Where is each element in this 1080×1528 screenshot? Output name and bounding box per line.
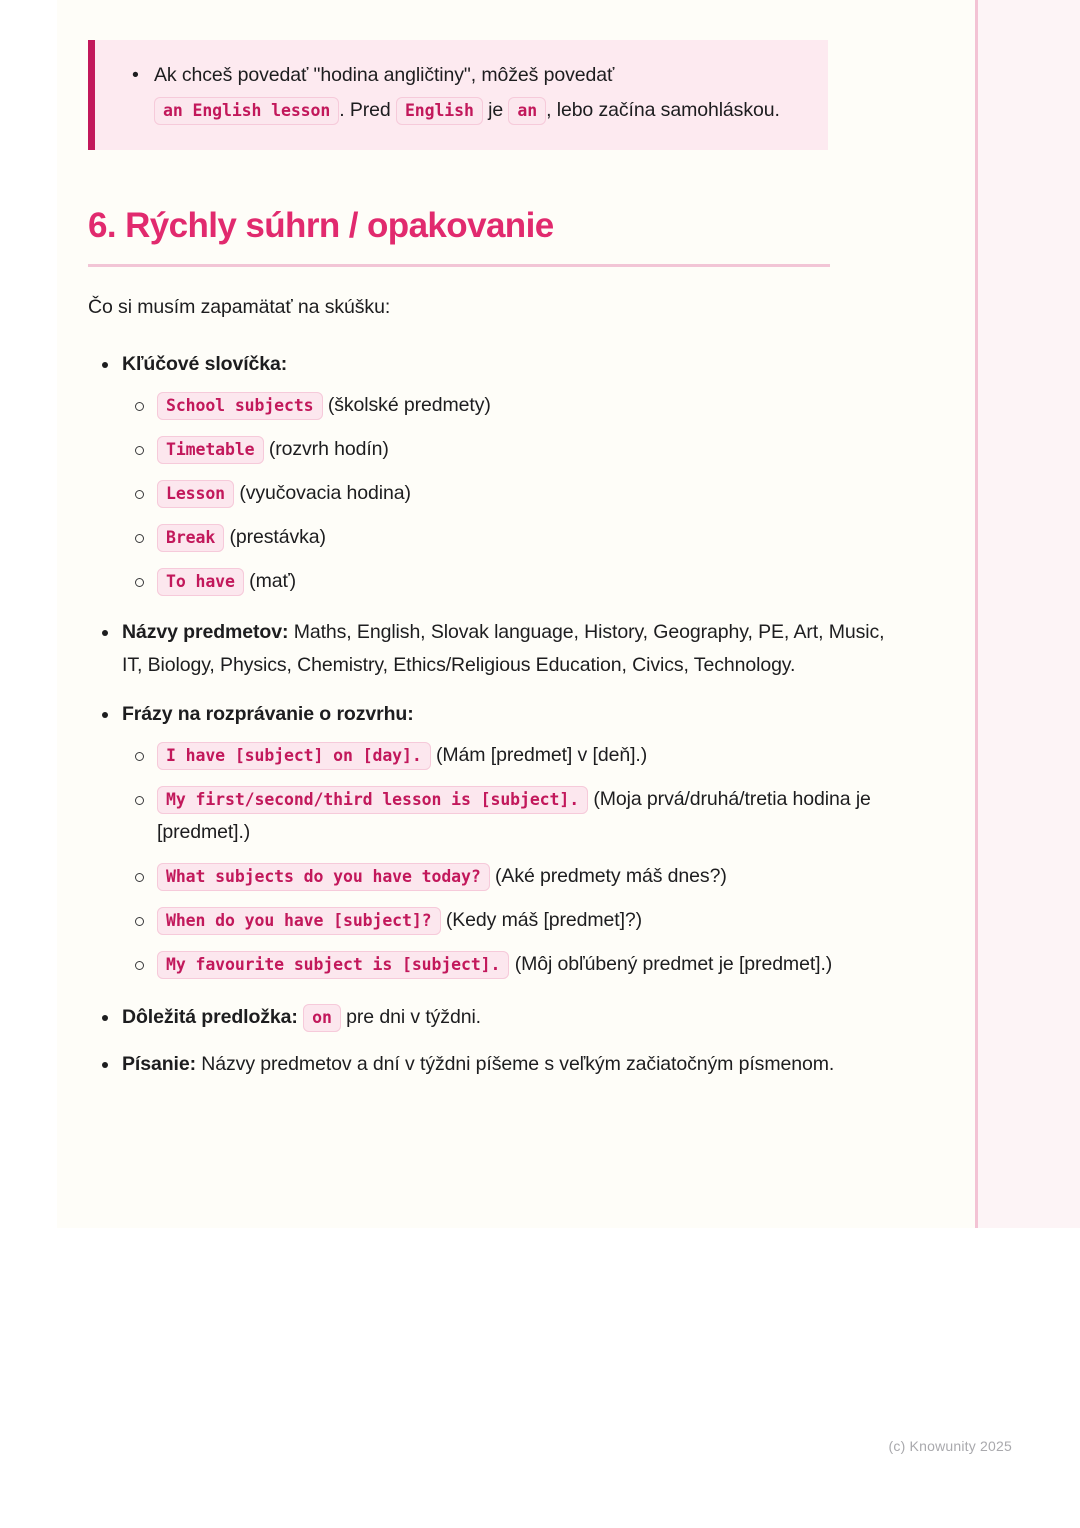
list-item	[122, 477, 888, 510]
callout-list	[121, 58, 806, 128]
list-item-phrases	[88, 698, 888, 981]
gloss-text: (Mám [predmet] v [deň].)	[436, 744, 648, 766]
phrases-sublist	[122, 739, 888, 981]
callout-text-2: . Pred	[339, 99, 396, 121]
list-item-preposition	[88, 1001, 888, 1034]
list-item-vocab	[88, 348, 888, 598]
phrases-heading: Frázy na rozprávanie o rozvrhu:	[122, 703, 414, 725]
list-item-subjects	[88, 616, 888, 682]
callout-text-1: Ak chceš povedať "hodina angličtiny", môžeš povedať	[154, 64, 615, 86]
right-gutter	[978, 0, 1080, 1228]
code-chip-an: an	[508, 97, 546, 125]
gloss-text: (rozvrh hodín)	[268, 438, 389, 460]
callout-text-4: , lebo začína samohláskou.	[546, 99, 780, 121]
preposition-label: Dôležitá predložka:	[122, 1006, 298, 1028]
code-chip-my-favourite-subject: My favourite subject is [subject].	[157, 951, 509, 979]
list-item	[122, 739, 888, 772]
code-chip-lesson: Lesson	[157, 480, 234, 508]
callout-list-item	[121, 58, 806, 128]
code-chip-an-english-lesson: an English lesson	[154, 97, 339, 125]
subjects-text: Maths, English, Slovak language, History, Geography, PE, Art, Music, IT, Biology, Physics, Chemistry, Ethics/Religious Education, Civics, Technology.	[122, 621, 885, 676]
lead-paragraph: Čo si musím zapamätať na skúšku:	[88, 296, 391, 318]
code-chip-what-subjects-today: What subjects do you have today?	[157, 863, 490, 891]
footer-copyright: (c) Knowunity 2025	[888, 1438, 1012, 1454]
list-item	[122, 948, 888, 981]
list-item	[122, 565, 888, 598]
list-item	[122, 783, 888, 849]
subjects-label: Názvy predmetov:	[122, 621, 289, 643]
gloss-text: (vyučovacia hodina)	[239, 482, 411, 504]
gloss-text: (Aké predmety máš dnes?)	[495, 865, 727, 887]
gloss-text: (školské predmety)	[327, 394, 491, 416]
code-chip-timetable: Timetable	[157, 436, 264, 464]
list-item	[122, 521, 888, 554]
code-chip-my-first-second-third-lesson: My first/second/third lesson is [subject].	[157, 786, 588, 814]
preposition-text: pre dni v týždni.	[340, 1006, 481, 1028]
vocab-heading: Kľúčové slovíčka:	[122, 353, 288, 375]
writing-label: Písanie:	[122, 1053, 196, 1075]
section-heading: 6. Rýchly súhrn / opakovanie	[88, 206, 554, 245]
code-chip-to-have: To have	[157, 568, 244, 596]
callout-text-3: je	[482, 99, 509, 121]
code-chip-english: English	[396, 97, 483, 125]
right-margin-rule	[975, 0, 978, 1228]
main-content	[88, 205, 888, 1095]
gloss-text: (Moja prvá/druhá/tretia hodina je [predmet].)	[157, 788, 871, 843]
note-callout	[88, 40, 828, 150]
writing-text: Názvy predmetov a dní v týždni píšeme s veľkým začiatočným písmenom.	[195, 1053, 835, 1075]
code-chip-on: on	[303, 1004, 341, 1032]
list-item	[122, 860, 888, 893]
heading-divider	[88, 264, 830, 267]
code-chip-i-have-subject-on-day: I have [subject] on [day].	[157, 742, 431, 770]
gloss-text: (Kedy máš [predmet]?)	[445, 909, 643, 931]
gloss-text: (mať)	[249, 570, 297, 592]
vocab-sublist	[122, 389, 888, 598]
code-chip-break: Break	[157, 524, 224, 552]
code-chip-school-subjects: School subjects	[157, 392, 323, 420]
list-item	[122, 389, 888, 422]
summary-list	[88, 348, 888, 1081]
gloss-text: (prestávka)	[229, 526, 326, 548]
gloss-text: (Môj obľúbený predmet je [predmet].)	[514, 953, 833, 975]
list-item-writing	[88, 1048, 888, 1081]
code-chip-when-do-you-have-subject: When do you have [subject]?	[157, 907, 441, 935]
list-item	[122, 904, 888, 937]
list-item	[122, 433, 888, 466]
